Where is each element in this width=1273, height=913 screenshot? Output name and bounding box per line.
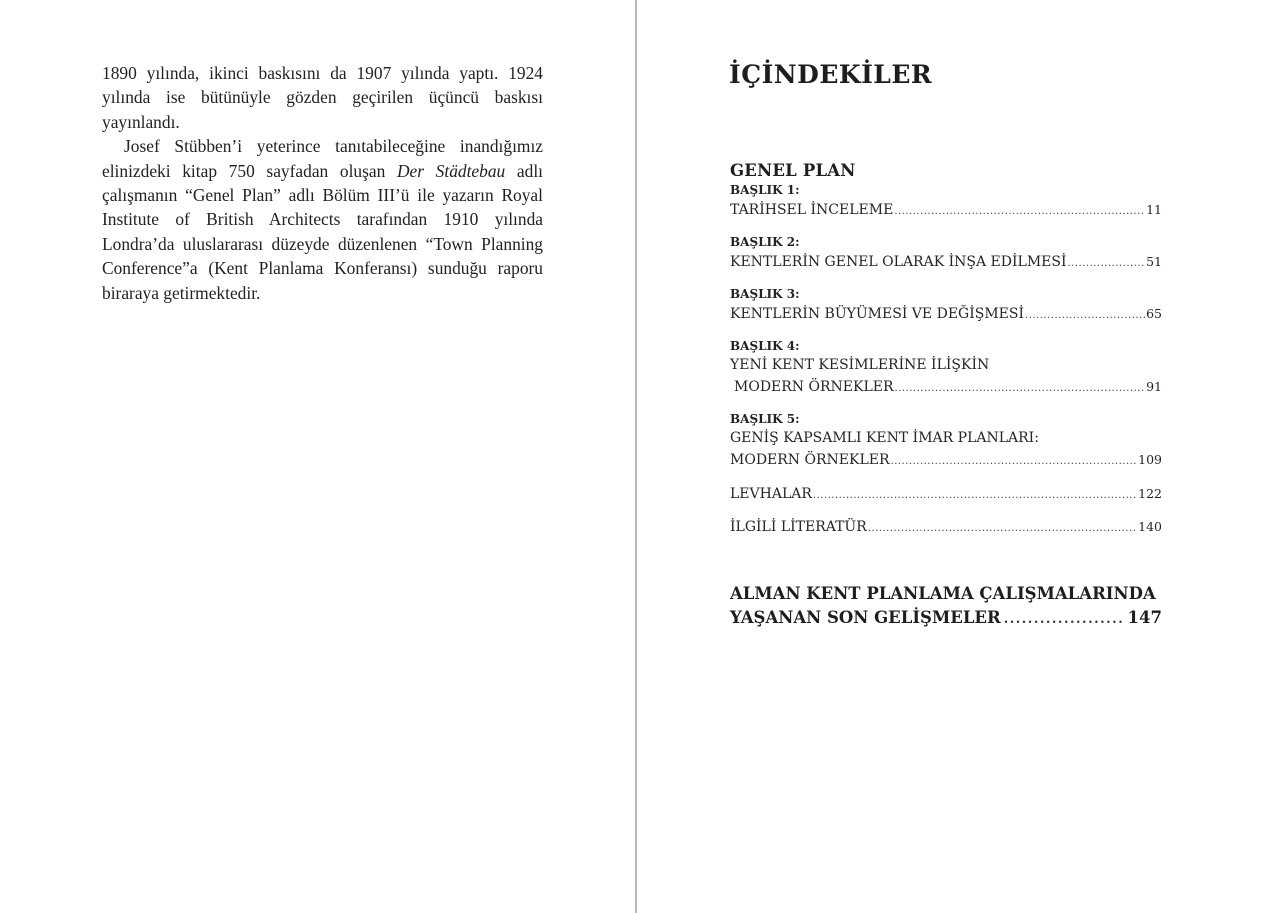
entry-line xyxy=(730,428,1162,449)
leader-dots xyxy=(1068,253,1146,274)
entry-line xyxy=(730,449,1162,472)
book-title-italic: Der Städtebau xyxy=(396,160,506,181)
final-section-line-2 xyxy=(730,606,1162,632)
entry-title: LEVHALAR xyxy=(730,486,812,502)
paragraph-2 xyxy=(102,134,543,305)
leader-dots xyxy=(894,201,1145,222)
entry-line xyxy=(730,355,1162,376)
left-page xyxy=(0,0,635,913)
entry-label: BAŞLIK 3: xyxy=(730,287,800,301)
entry-title-line-2: MODERN ÖRNEKLER xyxy=(734,379,894,395)
entry-label: BAŞLIK 4: xyxy=(730,339,800,353)
toc-entry-1[interactable] xyxy=(730,181,1162,222)
entry-title-line-2: MODERN ÖRNEKLER xyxy=(730,452,890,468)
leader-dots xyxy=(891,451,1138,472)
page-number: 140 xyxy=(1138,519,1162,534)
toc-entry-4[interactable] xyxy=(730,337,1162,399)
toc-entry-literature[interactable] xyxy=(730,516,1162,540)
entry-line xyxy=(730,376,1162,399)
final-section-title-line-1: ALMAN KENT PLANLAMA ÇALIŞMALARINDA xyxy=(730,584,1156,603)
leader-dots xyxy=(868,518,1137,540)
final-section-title-line-2: YAŞANAN SON GELİŞMELER xyxy=(730,608,1001,627)
paragraph-2-start: Josef Stübben’i yeterince tanıtabileceğine inandığımız elinizdeki kitap 750 sayfadan oluşan xyxy=(102,136,543,181)
paragraph-2-end: adlı çalışmanın “Genel Plan” adlı Bölüm III’ü ile yazarın Royal Institute of British Architects tarafından 1910 yılında Londra’da uluslararası düzeyde düzenlenen “Town Planning Conference”a (Kent Planlama Konferansı) sunduğu raporu biraraya getirmektedir. xyxy=(102,160,543,303)
entry-line xyxy=(730,199,1162,222)
entry-title: TARİHSEL İNCELEME xyxy=(730,202,894,218)
entry-title: KENTLERİN GENEL OLARAK İNŞA EDİLMESİ xyxy=(730,254,1067,270)
toc-entry-5[interactable] xyxy=(730,410,1162,472)
body-text xyxy=(102,61,543,305)
entry-label: BAŞLIK 2: xyxy=(730,235,800,249)
toc-entry-2[interactable] xyxy=(730,233,1162,274)
paragraph-1: 1890 yılında, ikinci baskısını da 1907 yılında yaptı. 1924 yılında ise bütünüyle gözden geçirilen üçüncü baskısı yayınlandı. xyxy=(102,63,543,132)
toc-entry-3[interactable] xyxy=(730,285,1162,326)
entry-title: İLGİLİ LİTERATÜR xyxy=(730,519,867,535)
entry-title-line-1: YENİ KENT KESİMLERİNE İLİŞKİN xyxy=(730,357,990,373)
page-number: 147 xyxy=(1127,608,1162,627)
entry-line xyxy=(730,516,1162,540)
table-of-contents xyxy=(730,161,1162,549)
part-heading: GENEL PLAN xyxy=(730,161,856,180)
leader-dots xyxy=(1004,608,1125,632)
page-number: 51 xyxy=(1146,254,1162,269)
entry-title-line-1: GENİŞ KAPSAMLI KENT İMAR PLANLARI: xyxy=(730,430,1039,446)
page-number: 65 xyxy=(1146,306,1162,321)
page-number: 91 xyxy=(1146,379,1162,394)
leader-dots xyxy=(1025,305,1145,326)
page-number: 122 xyxy=(1138,486,1162,501)
page-number: 11 xyxy=(1146,202,1162,217)
entry-label: BAŞLIK 5: xyxy=(730,412,800,426)
entry-line xyxy=(730,251,1162,274)
entry-label: BAŞLIK 1: xyxy=(730,183,800,197)
entry-line xyxy=(730,303,1162,326)
leader-dots xyxy=(813,485,1137,507)
page-number: 109 xyxy=(1138,452,1162,467)
leader-dots xyxy=(895,378,1146,399)
toc-title: İÇİNDEKİLER xyxy=(729,60,933,89)
toc-entry-plates[interactable] xyxy=(730,483,1162,507)
toc-final-section[interactable] xyxy=(730,582,1162,632)
entry-title: KENTLERİN BÜYÜMESİ VE DEĞİŞMESİ xyxy=(730,306,1025,322)
entry-line xyxy=(730,483,1162,507)
